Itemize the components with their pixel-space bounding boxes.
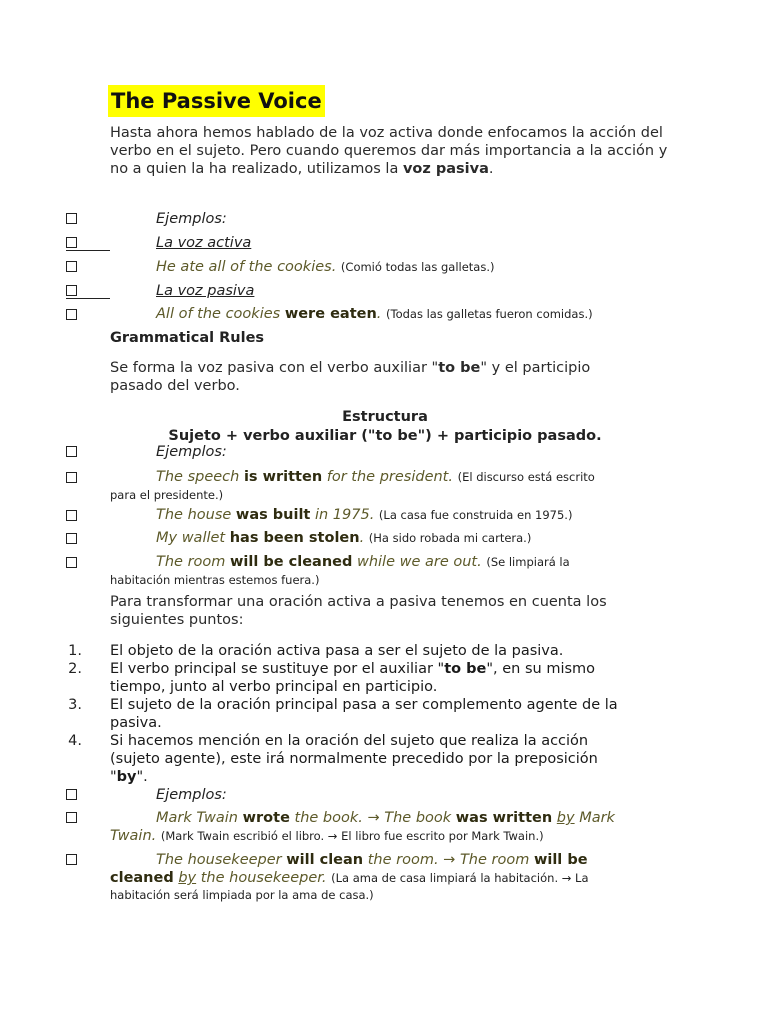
- example-part: the book. → The book: [289, 810, 456, 826]
- list-item-text: [110, 660, 595, 678]
- checkbox-bullet-icon: [66, 213, 77, 224]
- structure-formula: Sujeto + verbo auxiliar ("to be") + participio pasado.: [168, 428, 602, 444]
- list-number: 4.: [68, 733, 82, 749]
- list-item-text: El objeto de la oración activa pasa a ser el sujeto de la pasiva.: [110, 643, 564, 659]
- example-line: [156, 506, 572, 524]
- passive-example-bold: were eaten: [284, 306, 377, 322]
- example-line: [156, 529, 531, 547]
- list-text-pre: El verbo principal se sustituye por el auxiliar ": [110, 661, 445, 677]
- example-translation: (La casa fue construida en 1975.): [378, 508, 573, 522]
- list-text-pre: ": [110, 769, 117, 785]
- checkbox-bullet-icon: [66, 854, 77, 865]
- example-pre: The room: [156, 554, 231, 570]
- example-underlined: by: [178, 870, 197, 886]
- example-pre: The speech: [156, 469, 244, 485]
- page-title: The Passive Voice: [108, 85, 325, 117]
- checkbox-bullet-icon: [66, 261, 77, 272]
- list-item-text: Si hacemos mención en la oración del sujeto que realiza la acción: [110, 733, 589, 749]
- example-line: [156, 553, 570, 571]
- list-item-text-cont: (sujeto agente), este irá normalmente precedido por la preposición: [110, 751, 598, 767]
- example-bold: was written: [455, 810, 553, 826]
- example-line-cont: [110, 869, 589, 887]
- example-bold: will be: [533, 852, 588, 868]
- example-translation: (Mark Twain escribió el libro. → El libro fue escrito por Mark Twain.): [160, 829, 544, 843]
- active-example: He ate all of the cookies.: [156, 259, 337, 275]
- list-item-text-cont: pasiva.: [110, 715, 162, 731]
- list-item-text: El sujeto de la oración principal pasa a ser complemento agente de la: [110, 697, 618, 713]
- list-number: 1.: [68, 643, 82, 659]
- checkbox-bullet-icon: [66, 237, 77, 248]
- checkbox-bullet-icon: [66, 789, 77, 800]
- example-line: [156, 468, 595, 486]
- bullet-underline: [66, 250, 110, 251]
- intro-bold-term: voz pasiva: [402, 161, 489, 177]
- example-part: Twain.: [110, 828, 157, 844]
- checkbox-bullet-icon: [66, 285, 77, 296]
- active-example-line: [156, 258, 495, 276]
- examples-label: Ejemplos:: [156, 211, 227, 227]
- example-part: the room. → The room: [363, 852, 534, 868]
- list-number: 3.: [68, 697, 82, 713]
- list-text-bold: to be: [444, 661, 487, 677]
- passive-example-post: .: [376, 306, 382, 322]
- example-post: while we are out.: [352, 554, 482, 570]
- checkbox-bullet-icon: [66, 533, 77, 544]
- example-translation-cont: habitación será limpiada por la ama de casa.): [110, 888, 374, 902]
- example-pre: My wallet: [156, 530, 230, 546]
- passive-translation: (Todas las galletas fueron comidas.): [386, 307, 593, 321]
- checkbox-bullet-icon: [66, 309, 77, 320]
- example-bold: will clean: [286, 852, 364, 868]
- example-part: Mark Twain: [156, 810, 243, 826]
- grammar-text-bold: to be: [438, 360, 481, 376]
- list-text-post: ".: [136, 769, 148, 785]
- example-bold: will be cleaned: [230, 554, 353, 570]
- checkbox-bullet-icon: [66, 510, 77, 521]
- grammar-text-post: " y el participio pasado del verbo.: [110, 360, 591, 394]
- example-bold: has been stolen: [229, 530, 360, 546]
- intro-text: Hasta ahora hemos hablado de la voz activa donde enfocamos la acción del verbo en el sujeto. Pero cuando queremos dar más importancia a la acción y no a quien la ha realizado, utilizamos la: [110, 125, 668, 177]
- example-translation: (Ha sido robada mi cartera.): [368, 531, 532, 545]
- list-item-text-cont: [110, 768, 148, 786]
- example-bold: wrote: [242, 810, 290, 826]
- bullet-underline: [66, 298, 110, 299]
- example-translation-cont: habitación mientras estemos fuera.): [110, 573, 320, 587]
- example-translation-cont: para el presidente.): [110, 488, 224, 502]
- example-translation: (La ama de casa limpiará la habitación. → La: [331, 871, 589, 885]
- active-voice-label: La voz activa: [156, 235, 252, 251]
- grammar-text-pre: Se forma la voz pasiva con el verbo auxiliar ": [110, 360, 439, 376]
- example-part: the housekeeper.: [196, 870, 327, 886]
- grammar-paragraph: [110, 359, 640, 395]
- intro-end: .: [488, 161, 494, 177]
- example-translation: (Se limpiará la: [486, 555, 570, 569]
- checkbox-bullet-icon: [66, 446, 77, 457]
- examples-label: Ejemplos:: [156, 787, 227, 803]
- passive-example-line: [156, 305, 593, 323]
- structure-label: Estructura: [342, 409, 428, 425]
- example-part: The housekeeper: [156, 852, 287, 868]
- examples-label: Ejemplos:: [156, 444, 227, 460]
- checkbox-bullet-icon: [66, 472, 77, 483]
- example-translation: (El discurso está escrito: [457, 470, 595, 484]
- active-translation: (Comió todas las galletas.): [340, 260, 495, 274]
- intro-paragraph: [110, 124, 670, 178]
- example-line: [156, 809, 615, 827]
- list-item-text-cont: tiempo, junto al verbo principal en participio.: [110, 679, 438, 695]
- example-bold: was built: [235, 507, 311, 523]
- checkbox-bullet-icon: [66, 812, 77, 823]
- list-text-post: ", en su mismo: [486, 661, 596, 677]
- example-bold: cleaned: [110, 870, 174, 886]
- passive-example-pre: All of the cookies: [156, 306, 285, 322]
- example-post: in 1975.: [310, 507, 375, 523]
- example-part: Mark: [574, 810, 615, 826]
- grammar-heading: Grammatical Rules: [110, 330, 265, 346]
- example-line-cont: [110, 827, 544, 845]
- example-post: for the president.: [322, 469, 453, 485]
- example-underlined: by: [556, 810, 575, 826]
- example-post: .: [359, 530, 365, 546]
- list-text-bold: by: [116, 769, 137, 785]
- transform-intro: Para transformar una oración activa a pasiva tenemos en cuenta los: [110, 594, 607, 610]
- passive-voice-label: La voz pasiva: [156, 283, 255, 299]
- checkbox-bullet-icon: [66, 557, 77, 568]
- list-number: 2.: [68, 661, 82, 677]
- example-line: [156, 851, 588, 869]
- example-bold: is written: [243, 469, 323, 485]
- transform-intro-cont: siguientes puntos:: [110, 612, 244, 628]
- example-pre: The house: [156, 507, 236, 523]
